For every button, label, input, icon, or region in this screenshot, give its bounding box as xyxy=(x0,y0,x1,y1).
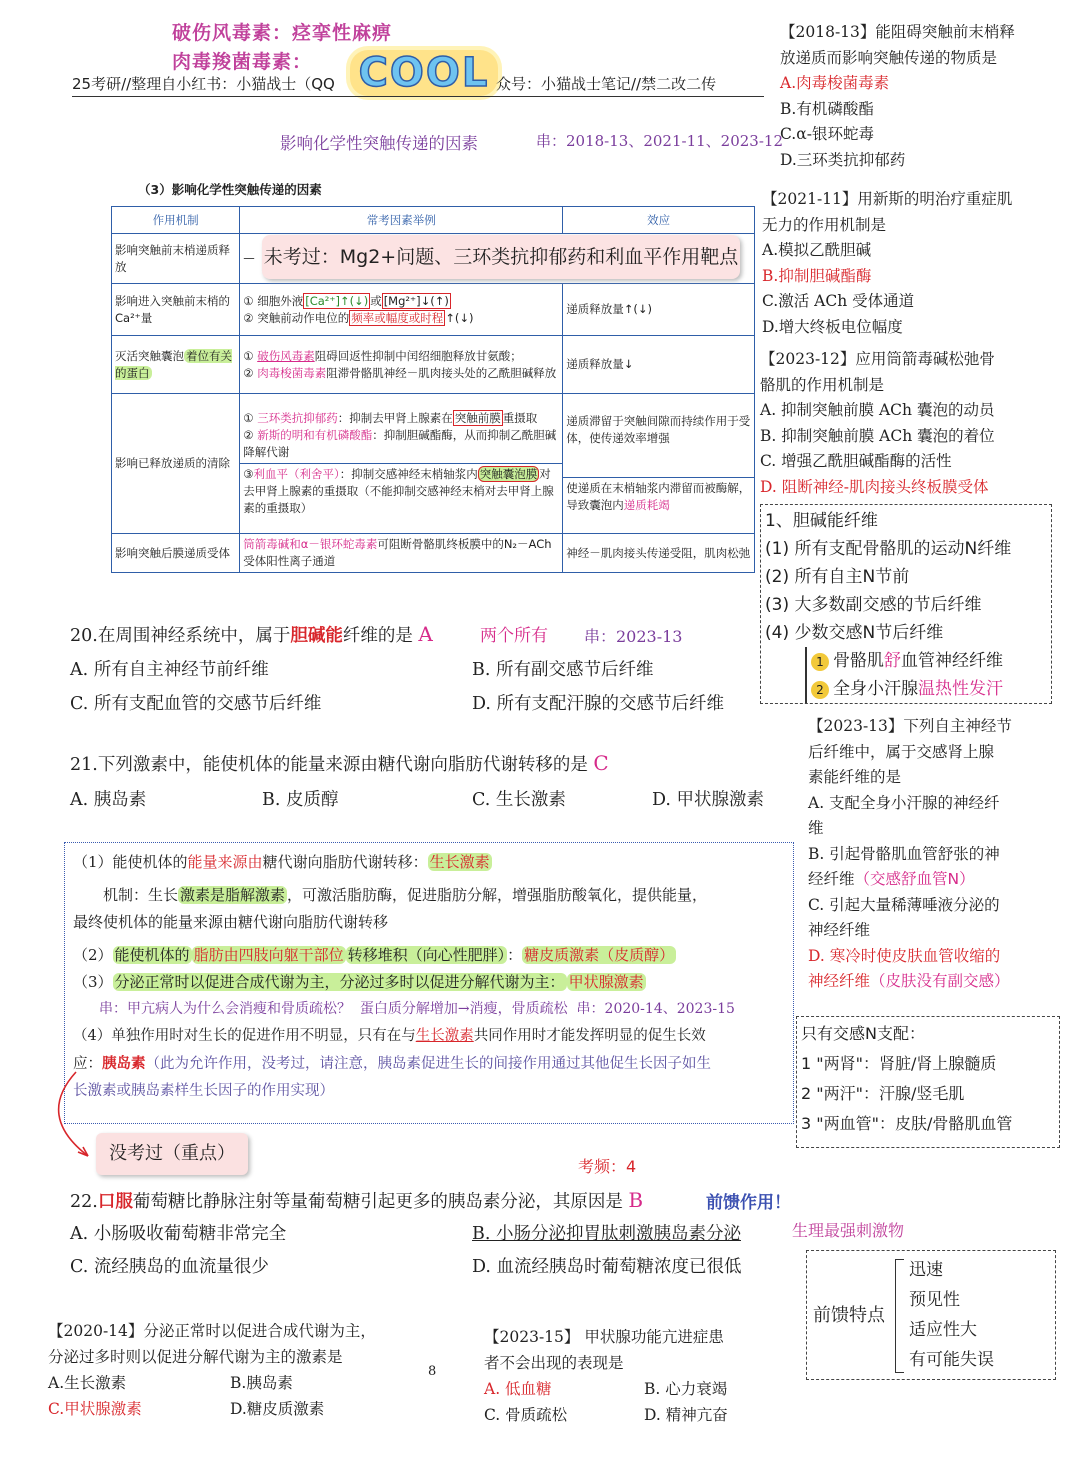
answer-mark: A xyxy=(418,622,433,646)
col-header-mechanism: 作用机制 xyxy=(112,207,240,234)
col-header-examples: 常考因素举例 xyxy=(240,207,563,234)
effect-cell: 神经－肌肉接头传递受阻，肌肉松弛 xyxy=(563,534,755,573)
section-series: 串：2018-13、2021-11、2023-12 xyxy=(536,132,783,150)
frequency-note: 考频：4 xyxy=(578,1157,637,1176)
header-note-botulinum: 肉毒羧菌毒素： xyxy=(172,51,313,73)
option-b-note: 生理最强刺激物 xyxy=(792,1221,905,1240)
answer-note: 两个所有 xyxy=(480,626,548,646)
quiz-2018-13: 【2018-13】能阻碍突触前末梢释 放递质而影响突触传递的物质是 A.肉毒梭菌毒素 B.有机磷酸酯 C.α-银环蛇毒 D.三环类抗抑郁药 xyxy=(780,23,1015,169)
option-c: C. 所有支配血管的交感节后纤维 xyxy=(70,694,322,714)
number-badge: 2 xyxy=(811,681,829,699)
effect-cell: 递质滞留于突触间隙而持续作用于受体，使传递效率增强 使递质在末梢轴浆内滞留而被酶解，导致囊泡内递质耗竭 xyxy=(563,394,755,534)
cool-logo: COOL xyxy=(350,50,498,96)
not-tested-badge: 没考过（重点） xyxy=(96,1133,248,1175)
option-b: B. 小肠分泌抑胃肽刺激胰岛素分泌 xyxy=(472,1224,741,1244)
answer-note: 前馈作用！ xyxy=(706,1193,791,1213)
option-d: D. 血流经胰岛时葡萄糖浓度已很低 xyxy=(472,1257,742,1277)
example-cell: ① 破伤风毒素阻碍回返性抑制中闰绍细胞释放甘氨酸； ② 肉毒梭菌毒素阻滞骨骼肌神经－肌肉接头处的乙酰胆碱释放 xyxy=(240,336,563,394)
mechanism-cell: 灭活突触囊泡 着位有关的蛋白 xyxy=(112,336,240,394)
sympathetic-note: 只有交感N支配： 1 "两肾"：肾脏/肾上腺髓质 2 "两汗"：汗腺/竖毛肌 3 "两血管"：皮肤/骨骼肌血管 xyxy=(796,1016,1060,1148)
quiz-2023-15: 【2023-15】 甲状腺功能亢进症患 者不会出现的表现是 A. 低血糖 B. 心力衰竭 C. 骨质疏松 D. 精神亢奋 xyxy=(484,1328,728,1424)
number-badge: 1 xyxy=(811,653,829,671)
table-caption: （3）影响化学性突触传递的因素 xyxy=(138,182,322,197)
hormone-explanation: （1）能使机体的能量来源由糖代谢向脂肪代谢转移： 生长激素 机制：生长 激素是脂解激素 ，可激活脂肪酶，促进脂肪分解，增强脂肪酸氧化，提供能量， 最终使机体的能量来源由糖代谢向脂肪代谢转移 （2） 能使机体的 脂肪由四肢向躯干部位 转移堆积（向心性肥胖） ： 糖皮质激素（皮质醇） （3） 分泌正常时以促进合成代谢为主，分泌过多时以促进分解代谢为主： 甲状腺激素 串：甲亢病人为什么会消瘦和骨质疏松？ 蛋白质分解增加→消瘦，骨质疏松 串：2020-14、2023-15 （4）单独作用时对生长的促进作用不明显，只有在与生长激素共同作用时才能发挥明显的促生长效 应：胰岛素（此为允许作用，没考过，请注意，胰岛素促进生长的间接作用通过其他促生长因子如生 长激素或胰岛素样生长因子的作用实现） xyxy=(64,842,794,1124)
example-cell: ① 三环类抗抑郁药：抑制去甲肾上腺素在 突触前膜 重摄取 ② 新斯的明和有机磷酸酯：抑制胆碱酯酶，从而抑制乙酰胆碱降解代谢 ③利血平（利舍平）：抑制交感神经末梢轴浆内 突触囊泡膜 对去甲肾上腺素的重摄取（不能抑制交感神经末梢对去甲肾上腺素的重摄取） xyxy=(240,394,563,534)
untested-note: 未考过：Mg2+问题、三环类抗抑郁药和利血平作用靶点 xyxy=(262,235,740,279)
option-d: D. 甲状腺激素 xyxy=(652,790,765,810)
cholinergic-note: 1、胆碱能纤维 (1) 所有支配骨骼肌的运动N纤维 (2) 所有自主N节前 (3) 大多数副交感的节后纤维 (4) 少数交感N节后纤维 1 骨骼肌舒血管神经纤维 2 全身小汗腺温热性发汗 xyxy=(760,504,1052,704)
quiz-2020-14: 【2020-14】分泌正常时以促进合成代谢为主， 分泌过多时则以促进分解代谢为主的激素是 A.生长激素 B.胰岛素 C.甲状腺激素 D.糖皮质激素 xyxy=(48,1322,376,1418)
answer-mark: C xyxy=(593,751,609,775)
table-row xyxy=(112,534,755,573)
effect-cell: 递质释放量↓ xyxy=(563,336,755,394)
option-b: B. 所有副交感节后纤维 xyxy=(472,660,654,680)
mechanism-cell: 影响已释放递质的清除 xyxy=(112,394,240,534)
section-title: 影响化学性突触传递的因素 xyxy=(280,134,478,153)
header-note-tetanus: 破伤风毒素：痉挛性麻痹 xyxy=(172,22,393,44)
example-cell: ① 细胞外液 [Ca²⁺]↑(↓) 或 [Mg²⁺]↓(↑) ② 突触前动作电位的 频率或幅度或时程 ↑(↓) xyxy=(240,284,563,336)
mechanism-cell: 影响进入突触前末梢的Ca²⁺量 xyxy=(112,284,240,336)
question-20-stem: 20.在周围神经系统中，属于胆碱能纤维的是 A xyxy=(70,622,433,646)
effect-cell: 递质释放量↑(↓) xyxy=(563,284,755,336)
table-row xyxy=(112,336,755,394)
option-b: B. 皮质醇 xyxy=(262,790,339,810)
table-row xyxy=(112,394,755,534)
example-cell: — xyxy=(240,234,755,284)
page-number: 8 xyxy=(428,1364,437,1379)
option-c: C. 流经胰岛的血流量很少 xyxy=(70,1257,269,1277)
quiz-2023-12: 【2023-12】应用筒箭毒碱松弛骨 骼肌的作用机制是 A. 抑制突触前膜 ACh 囊泡的动员 B. 抑制突触前膜 ACh 囊泡的着位 C. 增强乙酰胆碱酯酶的活性 D. 阻断神经-肌肉接头终板膜受体 xyxy=(760,350,995,496)
quiz-2021-11: 【2021-11】用新斯的明治疗重症肌 无力的作用机制是 A.模拟乙酰胆碱 B.抑制胆碱酯酶 C.激活 ACh 受体通道 D.增大终板电位幅度 xyxy=(762,190,1013,336)
mechanism-cell: 影响突触后膜递质受体 xyxy=(112,534,240,573)
option-d: D. 所有支配汗腺的交感节后纤维 xyxy=(472,694,725,714)
question-22-stem: 22.口服葡萄糖比静脉注射等量葡萄糖引起更多的胰岛素分泌，其原因是 B xyxy=(70,1188,644,1212)
col-header-effect: 效应 xyxy=(563,207,755,234)
option-a: A. 所有自主神经节前纤维 xyxy=(70,660,269,680)
option-a: A. 胰岛素 xyxy=(70,790,147,810)
quiz-2023-13: 【2023-13】下列自主神经节 后纤维中，属于交感肾上腺 素能纤维的是 A. 支配全身小汗腺的神经纤 维 B. 引起骨骼肌血管舒张的神 经纤维（交感舒血管N） C. 引起大量稀薄唾液分泌的 神经纤维 D. 寒冷时使皮肤血管收缩的 神经纤维（皮肤没有副交感） xyxy=(808,717,1012,990)
answer-mark: B xyxy=(628,1188,644,1212)
header-divider xyxy=(72,96,764,97)
feedforward-box: 前馈特点 迅速 预见性 适应性大 有可能失误 xyxy=(806,1250,1056,1380)
credit-right: 众号：小猫战士笔记//禁二改二传 xyxy=(496,75,717,93)
question-21-stem: 21.下列激素中，能使机体的能量来源由糖代谢向脂肪代谢转移的是 C xyxy=(70,751,609,775)
table-row xyxy=(112,284,755,336)
mechanism-cell: 影响突触前末梢递质释放 xyxy=(112,234,240,284)
option-a: A. 小肠吸收葡萄糖非常完全 xyxy=(70,1224,287,1244)
option-c: C. 生长激素 xyxy=(472,790,566,810)
table-header-row xyxy=(112,207,755,234)
series-note: 串：2023-13 xyxy=(584,627,683,646)
credit-left: 25考研//整理自小红书：小猫战士（QQ xyxy=(72,75,335,93)
example-cell: 筒箭毒碱和α－银环蛇毒素可阻断骨骼肌终板膜中的N₂－ACh受体阳性离子通道 xyxy=(240,534,563,573)
